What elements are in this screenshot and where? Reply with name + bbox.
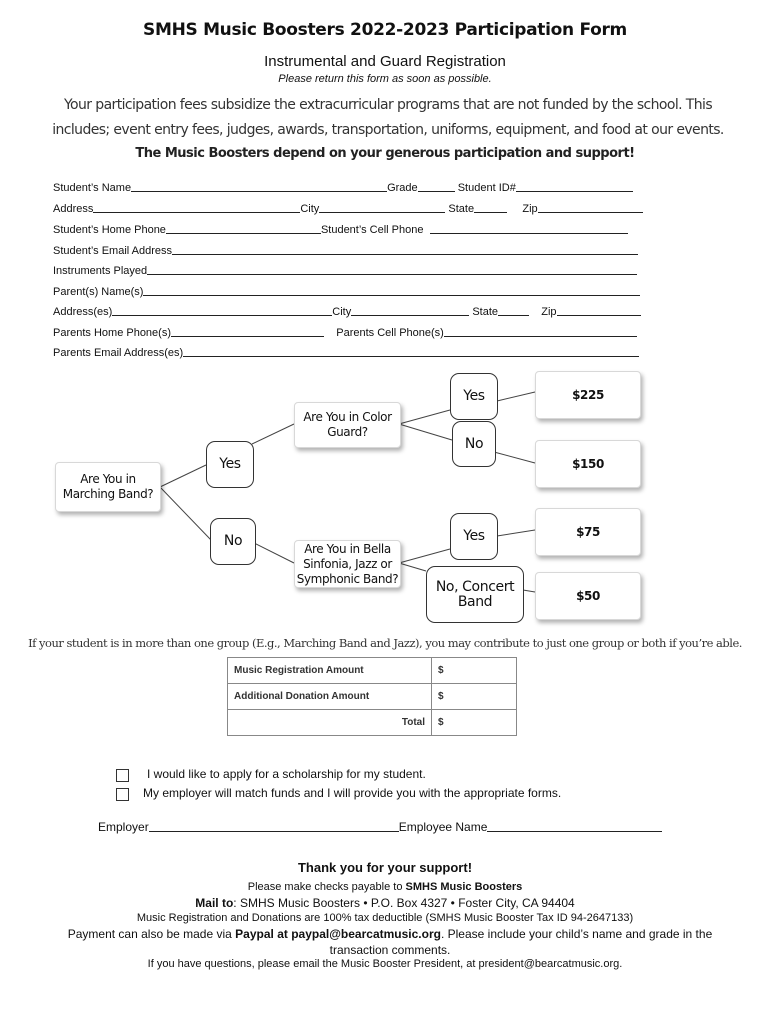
label-zip: Zip xyxy=(522,203,538,215)
label-grade: Grade xyxy=(387,182,418,194)
answer-yes-bella: Yes xyxy=(450,513,498,560)
employer-field[interactable] xyxy=(149,820,399,832)
label-parent-address: Address(es) xyxy=(53,306,113,318)
intro-paragraph: Your participation fees subsidize the extracurricular programs that are not funded by the school. This includes; event entry fees, judges, awards, transportation, uniforms, equipment, and food at our events. xyxy=(52,97,724,138)
label-state: State xyxy=(448,203,475,215)
registration-amount-field[interactable]: $ xyxy=(432,658,517,684)
label-employee-name: Employee Name xyxy=(398,820,488,834)
label-instruments: Instruments Played xyxy=(53,265,148,277)
thanks-heading: Thank you for your support! xyxy=(297,860,473,875)
scholarship-checkbox[interactable] xyxy=(116,769,129,782)
label-parent-email: Parents Email Address(es) xyxy=(53,347,184,359)
answer-yes-marching: Yes xyxy=(206,441,254,488)
connector-colorguard-yes xyxy=(399,410,450,424)
paypal-link[interactable]: Paypal at paypal@bearcatmusic.org xyxy=(235,927,441,941)
label-city: City xyxy=(300,203,320,215)
label-employer: Employer xyxy=(98,820,149,834)
paypal-line xyxy=(40,926,740,958)
connector-bella-no xyxy=(399,563,426,571)
employer-match-label: My employer will match funds and I will provide you with the appropriate forms. xyxy=(143,786,562,800)
connector-colorguard-no xyxy=(399,424,452,440)
total-amount-field[interactable]: $ xyxy=(432,710,517,736)
label-student-name: Student’s Name xyxy=(53,182,132,194)
connector-no-bella xyxy=(254,543,294,563)
label-parent-home-phone: Parents Home Phone(s) xyxy=(53,327,171,339)
label-parent-zip: Zip xyxy=(541,306,557,318)
form-subtitle: Instrumental and Guard Registration xyxy=(264,53,506,70)
price-225: $225 xyxy=(535,371,641,419)
questions-line: If you have questions, please email the Music Booster President, at president@bearcatmusic.org. xyxy=(147,958,623,970)
amount-row-registration xyxy=(228,658,517,684)
total-label: Total xyxy=(228,710,432,736)
checks-line xyxy=(0,881,770,893)
amount-row-total xyxy=(228,710,517,736)
return-note: Please return this form as soon as possible. xyxy=(278,73,492,85)
connector-no-150 xyxy=(494,452,535,463)
amount-row-donation xyxy=(228,684,517,710)
connector-concert-50 xyxy=(523,590,535,592)
label-home-phone: Student’s Home Phone xyxy=(53,224,166,236)
answer-no-color-guard: No xyxy=(452,421,496,467)
group-note: If your student is in more than one group (E.g., Marching Band and Jazz), you may contribute to just one group or both if you’re able. xyxy=(28,636,742,650)
question-bella-jazz-symphonic: Are You in Bella Sinfonia, Jazz or Symphonic Band? xyxy=(294,540,401,588)
answer-yes-color-guard: Yes xyxy=(450,373,498,420)
label-parent-state: State xyxy=(472,306,498,318)
connector-marching-yes xyxy=(160,465,206,487)
mail-address: : SMHS Music Boosters • P.O. Box 4327 • Foster City, CA 94404 xyxy=(233,896,575,910)
connector-marching-no xyxy=(160,487,211,540)
paypal-suffix: . Please include your child’s name and grade in the transaction comments. xyxy=(329,927,713,957)
label-cell-phone: Student’s Cell Phone xyxy=(320,224,424,236)
registration-label: Music Registration Amount xyxy=(228,658,432,684)
label-parent-names: Parent(s) Name(s) xyxy=(53,286,144,298)
tax-line: Music Registration and Donations are 100% tax deductible (SMHS Music Booster Tax ID 94-2647133) xyxy=(136,912,634,924)
checks-payee: SMHS Music Boosters xyxy=(405,881,523,893)
amount-table xyxy=(227,657,517,736)
answer-no-concert-band: No, Concert Band xyxy=(426,566,524,623)
label-parent-cell-phone: Parents Cell Phone(s) xyxy=(336,327,444,339)
connector-yes-colorguard xyxy=(252,424,294,444)
question-color-guard: Are You in Color Guard? xyxy=(294,402,401,448)
label-parent-city: City xyxy=(332,306,352,318)
donation-amount-field[interactable]: $ xyxy=(432,684,517,710)
question-marching-band: Are You in Marching Band? xyxy=(55,462,161,512)
label-email: Student’s Email Address xyxy=(53,245,173,257)
price-150: $150 xyxy=(535,440,641,488)
mail-line xyxy=(0,896,770,910)
employee-name-field[interactable] xyxy=(487,820,662,832)
employer-row xyxy=(98,820,662,834)
checks-prefix: Please make checks payable to xyxy=(247,881,406,893)
employer-match-checkbox[interactable] xyxy=(116,788,129,801)
form-title: SMHS Music Boosters 2022-2023 Participation Form xyxy=(143,20,627,40)
connector-yes-225 xyxy=(497,392,535,401)
answer-no-marching: No xyxy=(210,518,256,565)
donation-label: Additional Donation Amount xyxy=(228,684,432,710)
price-50: $50 xyxy=(535,572,641,620)
connector-bella-yes xyxy=(399,549,450,563)
connector-yes-75 xyxy=(497,530,535,536)
scholarship-label: I would like to apply for a scholarship for my student. xyxy=(147,767,426,781)
price-75: $75 xyxy=(535,508,641,556)
label-address: Address xyxy=(53,203,94,215)
mail-label: Mail to xyxy=(195,896,234,910)
intro-bold: The Music Boosters depend on your generous participation and support! xyxy=(135,146,635,161)
paypal-prefix: Payment can also be made via xyxy=(67,927,236,941)
label-student-id: Student ID# xyxy=(457,182,516,194)
